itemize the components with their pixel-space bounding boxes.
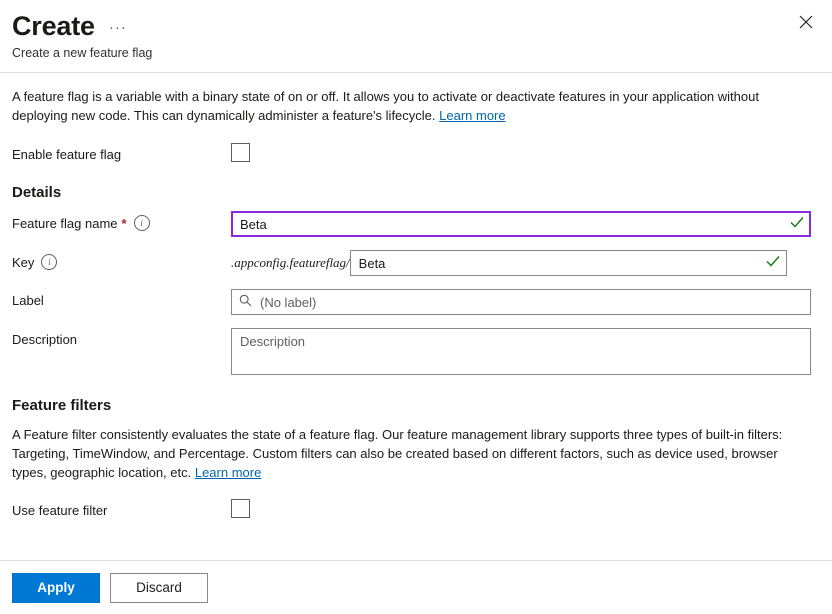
key-row bbox=[12, 250, 818, 276]
description-row bbox=[12, 328, 818, 375]
details-section-title: Details bbox=[12, 184, 62, 201]
description-label: Description bbox=[12, 332, 78, 347]
enable-feature-flag-checkbox[interactable] bbox=[231, 143, 250, 162]
feature-flag-name-input-wrap bbox=[231, 211, 811, 237]
feature-flag-name-input[interactable] bbox=[231, 211, 811, 237]
intro-paragraph: A feature flag is a variable with a binary state of on or off. It allows you to activate or deactivate features in your application without deploying new code. This can dynamically administer a feature's lifecycle. bbox=[12, 89, 759, 123]
feature-flag-name-label bbox=[12, 211, 231, 231]
apply-button[interactable]: Apply bbox=[12, 573, 100, 603]
more-options-button[interactable]: ··· bbox=[108, 19, 127, 36]
key-label-text: Key bbox=[12, 254, 35, 270]
feature-filters-paragraph: A Feature filter consistently evaluates the state of a feature flag. Our feature management library supports three types of built-in filters: Targeting, TimeWindow, and Percentage. Custom filters can also be created based on different factors, such as device used, browser types, geographic location, etc. bbox=[12, 427, 783, 480]
key-prefix: .appconfig.featureflag/ bbox=[231, 255, 350, 270]
key-label bbox=[12, 250, 231, 270]
page-title: Create bbox=[12, 11, 95, 41]
feature-filters-learn-more-link[interactable]: Learn more bbox=[194, 465, 262, 480]
use-feature-filter-row bbox=[12, 499, 818, 518]
panel-subtitle: Create a new feature flag bbox=[12, 46, 153, 60]
title-row bbox=[12, 10, 816, 42]
use-feature-filter-checkbox[interactable] bbox=[231, 499, 250, 518]
label-row bbox=[12, 289, 818, 315]
feature-filters-text bbox=[12, 425, 812, 482]
enable-feature-flag-row bbox=[12, 143, 818, 162]
key-input[interactable] bbox=[350, 250, 787, 276]
enable-feature-flag-label: Enable feature flag bbox=[12, 147, 122, 162]
required-indicator: * bbox=[121, 215, 127, 231]
label-field-label: Label bbox=[12, 293, 44, 308]
panel-footer bbox=[0, 560, 832, 614]
description-textarea[interactable] bbox=[231, 328, 811, 375]
use-feature-filter-label: Use feature filter bbox=[12, 503, 108, 518]
label-input[interactable] bbox=[231, 289, 811, 315]
feature-flag-name-label-text: Feature flag name bbox=[12, 215, 118, 231]
header-divider bbox=[0, 72, 832, 73]
feature-flag-name-row bbox=[12, 211, 818, 237]
info-icon[interactable]: i bbox=[41, 254, 57, 270]
key-input-wrap bbox=[350, 250, 787, 276]
info-icon[interactable]: i bbox=[134, 215, 150, 231]
panel-header bbox=[0, 0, 832, 60]
discard-button[interactable]: Discard bbox=[110, 573, 208, 603]
intro-learn-more-link[interactable]: Learn more bbox=[439, 108, 506, 123]
panel-body bbox=[0, 87, 832, 518]
feature-filters-section-title: Feature filters bbox=[12, 397, 112, 414]
label-input-wrap bbox=[231, 289, 811, 315]
close-icon[interactable] bbox=[792, 8, 820, 36]
intro-text bbox=[12, 87, 802, 125]
